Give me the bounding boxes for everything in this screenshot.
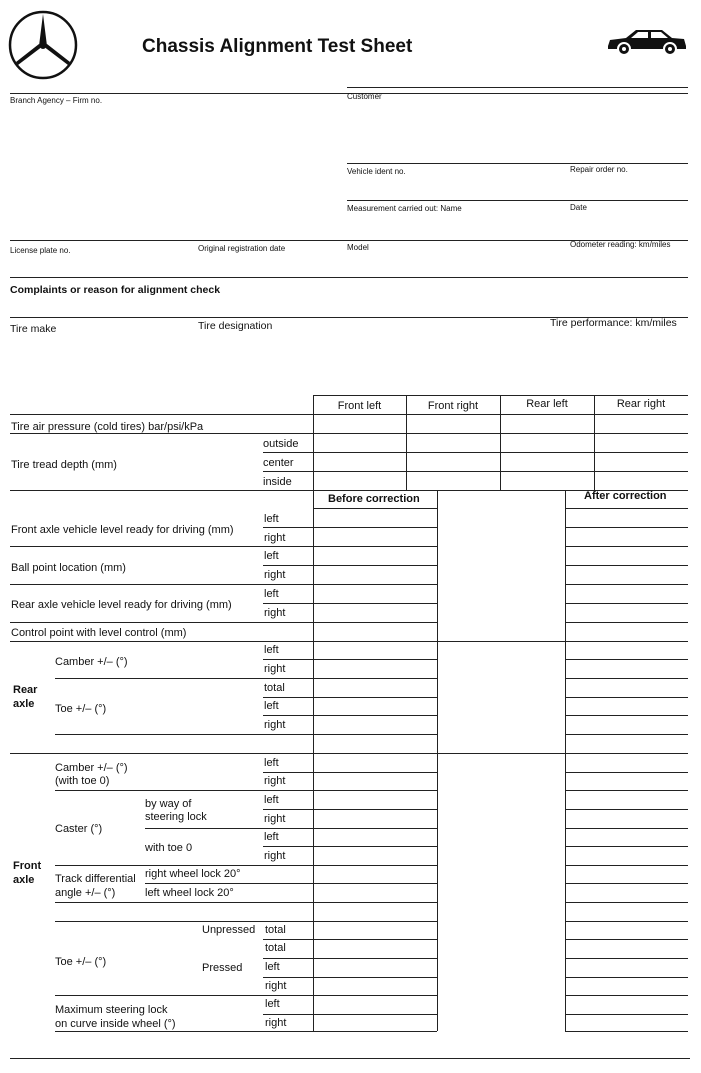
table-rule [263, 977, 437, 978]
table-rule [55, 678, 437, 679]
label-left: left [264, 700, 279, 712]
table-rule [565, 715, 688, 716]
date-label: Date [570, 203, 587, 212]
label-right: right [265, 1017, 287, 1029]
front-camber-label-1: Camber +/– (°) [55, 762, 128, 774]
complaints-label: Complaints or reason for alignment check [10, 284, 221, 296]
table-rule [55, 865, 437, 866]
by-way-label-2: steering lock [145, 811, 207, 823]
divider [10, 277, 688, 278]
table-rule [565, 902, 688, 903]
mercedes-star-logo [8, 9, 78, 81]
label-total: total [265, 924, 286, 936]
table-rule [565, 584, 688, 585]
divider [347, 200, 688, 201]
table-rule [145, 828, 437, 829]
table-rule [55, 1031, 437, 1032]
label-right: right [264, 813, 286, 825]
right-lock-label: right wheel lock 20° [145, 868, 241, 880]
table-rule [565, 790, 688, 791]
tire-pressure-label: Tire air pressure (cold tires) bar/psi/kPa [11, 421, 204, 433]
table-rule [565, 546, 688, 547]
table-rule [263, 565, 437, 566]
tread-outside: outside [263, 438, 299, 450]
table-rule [565, 622, 688, 623]
table-border [313, 490, 314, 1031]
table-rule [313, 508, 437, 509]
divider [347, 87, 688, 88]
before-correction-header: Before correction [328, 493, 420, 505]
table-rule [263, 772, 437, 773]
label-left: left [264, 831, 279, 843]
label-left: left [264, 757, 279, 769]
table-rule [263, 603, 437, 604]
table-rule [565, 697, 688, 698]
ball-point-label: Ball point location (mm) [11, 562, 126, 574]
table-rule [565, 659, 688, 660]
max-lock-label-1: Maximum steering lock [55, 1004, 168, 1016]
label-left: left [265, 961, 280, 973]
label-total: total [264, 682, 285, 694]
label-right: right [264, 775, 286, 787]
vehicle-ident-label: Vehicle ident no. [347, 167, 406, 176]
table-rule [565, 921, 688, 922]
label-left: left [264, 550, 279, 562]
unpressed-label: Unpressed [202, 924, 256, 936]
table-rule [565, 995, 688, 996]
tire-performance-label: Tire performance: km/miles [550, 317, 677, 329]
tire-designation-label: Tire designation [198, 320, 273, 332]
rear-axle-label-2: axle [13, 698, 35, 710]
table-border [263, 452, 688, 453]
table-rule [10, 546, 437, 547]
table-border [10, 433, 688, 434]
table-rule [565, 508, 688, 509]
divider [10, 1058, 690, 1059]
table-rule [263, 527, 437, 528]
table-rule [565, 977, 688, 978]
table-rule [565, 1014, 688, 1015]
rear-camber-label: Camber +/– (°) [55, 656, 128, 668]
tread-depth-label: Tire tread depth (mm) [11, 459, 117, 471]
table-rule [565, 772, 688, 773]
table-rule [565, 565, 688, 566]
label-left: left [264, 588, 279, 600]
table-rule [263, 659, 437, 660]
col-rear-left: Rear left [526, 398, 568, 410]
table-rule [55, 921, 437, 922]
col-rear-right: Rear right [616, 398, 666, 410]
label-left: left [264, 513, 279, 525]
label-left: left [264, 644, 279, 656]
tread-inside: inside [263, 476, 292, 488]
table-rule [55, 995, 437, 996]
by-way-label-1: by way of [145, 798, 192, 810]
table-rule [263, 958, 437, 959]
table-rule [565, 846, 688, 847]
track-diff-label-1: Track differential [55, 873, 136, 885]
license-plate-label: License plate no. [10, 246, 71, 255]
track-diff-label-2: angle +/– (°) [55, 887, 116, 899]
label-total: total [265, 942, 286, 954]
table-rule [565, 809, 688, 810]
table-rule [565, 678, 688, 679]
label-right: right [264, 850, 286, 862]
table-rule [263, 846, 437, 847]
table-rule [10, 584, 437, 585]
rear-axle-label-1: Rear [13, 684, 38, 696]
tread-center: center [263, 457, 294, 469]
label-left: left [264, 794, 279, 806]
table-rule [10, 641, 688, 642]
table-border [565, 490, 566, 1031]
label-right: right [265, 980, 287, 992]
rear-level-label: Rear axle vehicle level ready for driving (mm) [11, 599, 232, 611]
measurement-name-label: Measurement carried out: Name [347, 204, 462, 213]
table-rule [565, 939, 688, 940]
odometer-label: Odometer reading: km/miles [570, 240, 671, 249]
branch-agency-label: Branch Agency – Firm no. [10, 96, 103, 105]
col-front-right: Front right [427, 400, 479, 412]
left-lock-label: left wheel lock 20° [145, 887, 234, 899]
with-toe0-label: with toe 0 [145, 842, 193, 854]
table-rule [565, 603, 688, 604]
tire-make-label: Tire make [10, 323, 57, 335]
table-rule [263, 697, 437, 698]
label-right: right [264, 719, 286, 731]
table-rule [565, 865, 688, 866]
table-rule [55, 790, 437, 791]
max-lock-label-2: on curve inside wheel (°) [55, 1018, 176, 1030]
caster-label: Caster (°) [55, 823, 103, 835]
table-rule [10, 622, 437, 623]
label-left: left [265, 998, 280, 1010]
model-label: Model [347, 243, 369, 252]
col-front-left: Front left [337, 400, 382, 412]
table-rule [263, 809, 437, 810]
label-right: right [264, 663, 286, 675]
table-border [10, 414, 688, 415]
sedan-car-icon [606, 26, 688, 56]
table-rule [565, 958, 688, 959]
table-rule [565, 527, 688, 528]
front-camber-label-2: (with toe 0) [55, 775, 110, 787]
page-title: Chassis Alignment Test Sheet [142, 36, 413, 57]
label-right: right [264, 532, 286, 544]
front-toe-label: Toe +/– (°) [55, 956, 107, 968]
label-right: right [264, 569, 286, 581]
table-rule [263, 715, 437, 716]
table-rule [263, 1014, 437, 1015]
repair-order-label: Repair order no. [570, 165, 628, 174]
label-right: right [264, 607, 286, 619]
table-border [263, 471, 688, 472]
registration-date-label: Original registration date [198, 244, 286, 253]
table-rule [565, 1031, 688, 1032]
front-axle-label-1: Front [13, 860, 42, 872]
table-border [437, 490, 438, 1031]
pressed-label: Pressed [202, 962, 243, 974]
front-level-label: Front axle vehicle level ready for driving (mm) [11, 524, 234, 536]
table-rule [55, 902, 437, 903]
table-rule [145, 883, 437, 884]
table-rule [263, 939, 437, 940]
table-rule [55, 734, 437, 735]
after-correction-header: After correction [584, 490, 667, 502]
table-rule [565, 828, 688, 829]
front-axle-label-2: axle [13, 874, 35, 886]
table-rule [565, 734, 688, 735]
control-point-label: Control point with level control (mm) [11, 627, 187, 639]
table-rule [10, 753, 688, 754]
customer-label: Customer [347, 92, 382, 101]
divider [347, 163, 688, 164]
rear-toe-label: Toe +/– (°) [55, 703, 107, 715]
table-rule [565, 883, 688, 884]
